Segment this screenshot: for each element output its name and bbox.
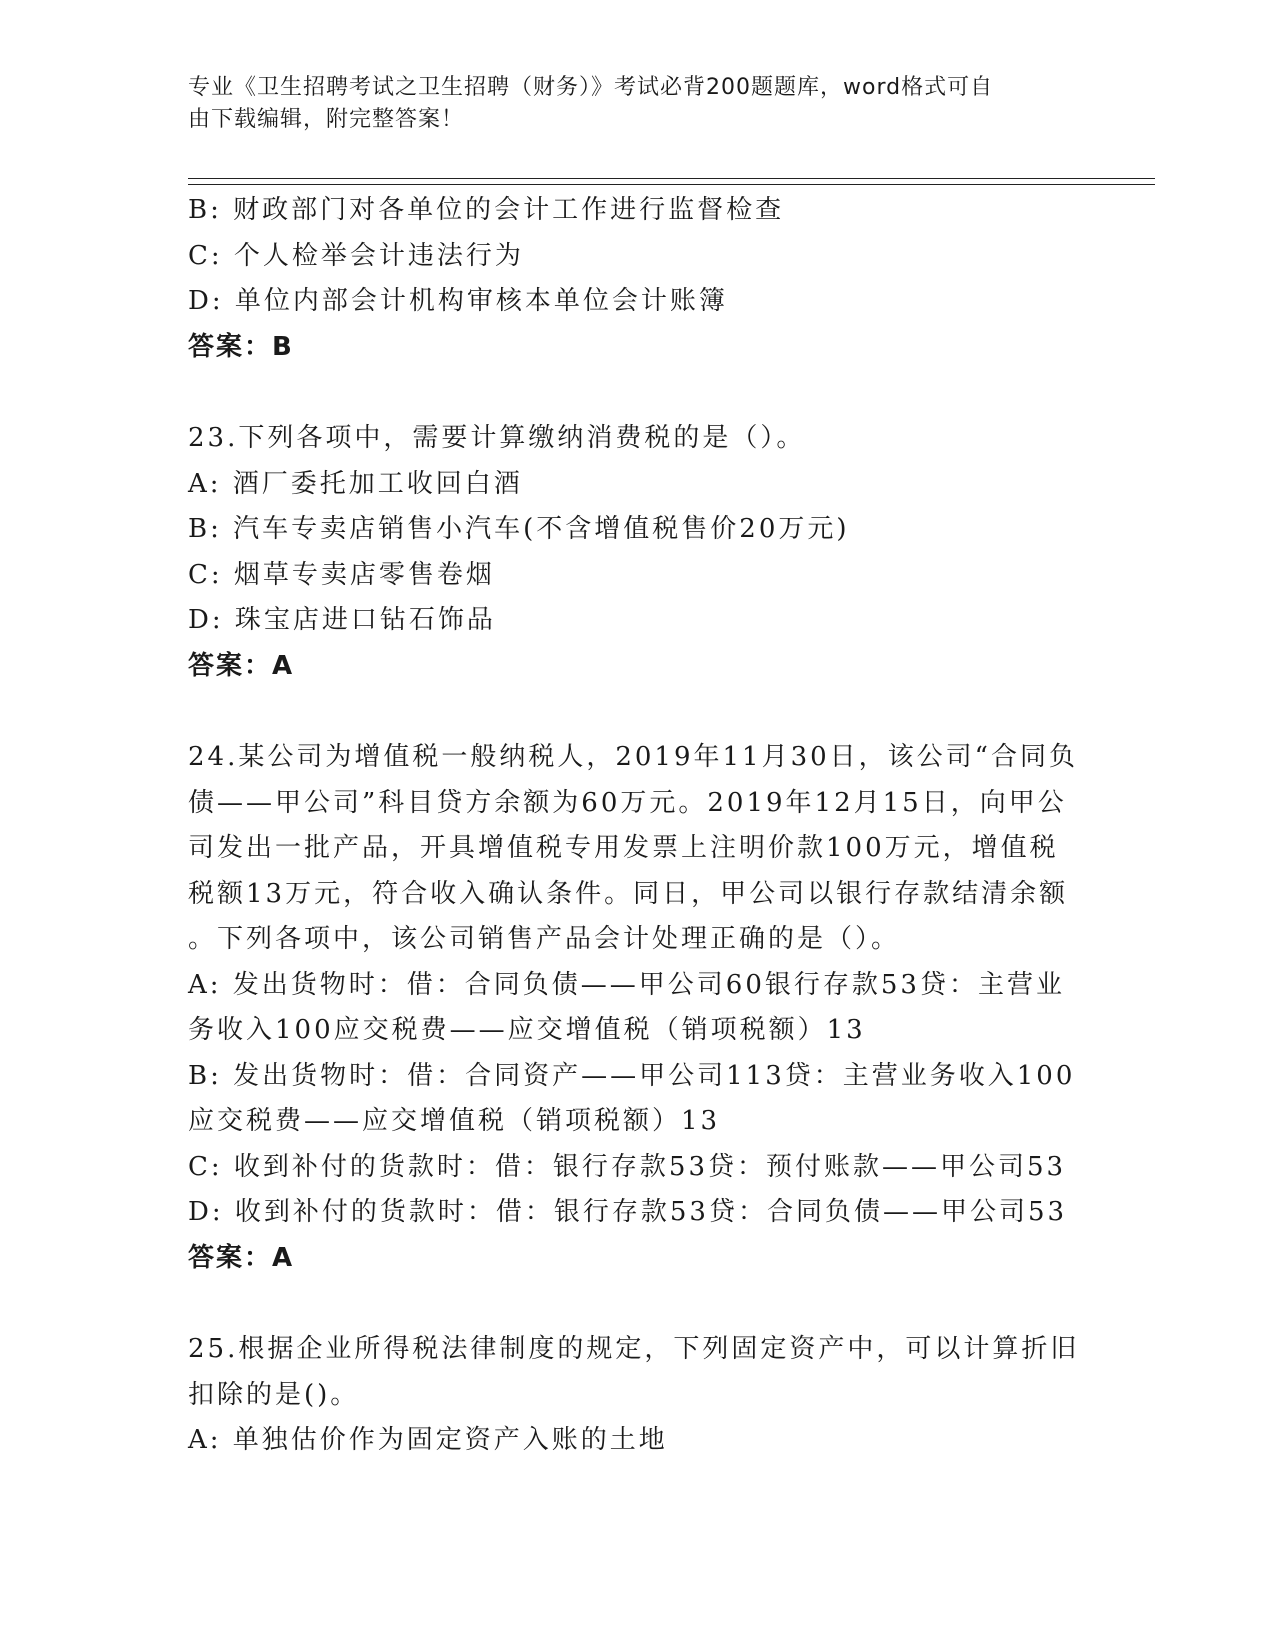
- question-stem: 23.下列各项中，需要计算缴纳消费税的是（）。: [188, 423, 806, 453]
- question-stem-line: 。下列各项中，该公司销售产品会计处理正确的是（）。: [188, 924, 901, 954]
- question-22: [188, 188, 1088, 370]
- option-b: B: 汽车专卖店销售小汽车(不含增值税售价20万元): [188, 514, 850, 544]
- option-d: D: 单位内部会计机构审核本单位会计账簿: [188, 286, 728, 316]
- header-divider-bottom: [188, 184, 1155, 185]
- question-stem-line: 25.根据企业所得税法律制度的规定，下列固定资产中，可以计算折旧: [188, 1334, 1080, 1364]
- document-header: [188, 72, 1068, 136]
- document-body: [188, 188, 1088, 1464]
- option-a: A: 单独估价作为固定资产入账的土地: [188, 1425, 668, 1455]
- answer: 答案：A: [188, 650, 295, 681]
- option-b-line: B: 发出货物时：借：合同资产——甲公司113贷：主营业务收入100: [188, 1060, 1076, 1091]
- answer: 答案：B: [188, 331, 294, 362]
- header-line-2: 由下载编辑，附完整答案！: [188, 107, 465, 132]
- question-stem-line: 扣除的是()。: [188, 1379, 360, 1410]
- question-stem-line: 司发出一批产品，开具增值税专用发票上注明价款100万元，增值税: [188, 833, 1059, 863]
- option-b-line: 应交税费——应交增值税（销项税额）13: [188, 1106, 721, 1136]
- spacer: [188, 689, 1088, 735]
- option-c: C: 收到补付的货款时：借：银行存款53贷：预付账款——甲公司53: [188, 1151, 1067, 1182]
- option-b: B: 财政部门对各单位的会计工作进行监督检查: [188, 195, 785, 225]
- option-d: D: 收到补付的货款时：借：银行存款53贷：合同负债——甲公司53: [188, 1197, 1068, 1227]
- answer: 答案：A: [188, 1242, 295, 1273]
- question-stem-line: 债——甲公司”科目贷方余额为60万元。2019年12月15日，向甲公: [188, 787, 1067, 818]
- header-line-1: 专业《卫生招聘考试之卫生招聘（财务）》考试必背200题题库，word格式可自: [188, 75, 994, 100]
- option-a: A: 酒厂委托加工收回白酒: [188, 468, 523, 499]
- question-stem-line: 税额13万元，符合收入确认条件。同日，甲公司以银行存款结清余额: [188, 878, 1069, 909]
- option-c: C: 个人检举会计违法行为: [188, 240, 524, 271]
- question-24: [188, 735, 1088, 1281]
- option-d: D: 珠宝店进口钻石饰品: [188, 605, 496, 635]
- question-25: [188, 1327, 1088, 1464]
- option-a-line: 务收入100应交税费——应交增值税（销项税额）13: [188, 1015, 866, 1045]
- header-divider-top: [188, 178, 1155, 179]
- option-c: C: 烟草专卖店零售卷烟: [188, 559, 495, 590]
- question-23: [188, 416, 1088, 689]
- option-a-line: A: 发出货物时：借：合同负债——甲公司60银行存款53贷：主营业: [188, 969, 1065, 1000]
- spacer: [188, 1281, 1088, 1327]
- question-stem-line: 24.某公司为增值税一般纳税人，2019年11月30日，该公司“合同负: [188, 742, 1078, 772]
- spacer: [188, 370, 1088, 416]
